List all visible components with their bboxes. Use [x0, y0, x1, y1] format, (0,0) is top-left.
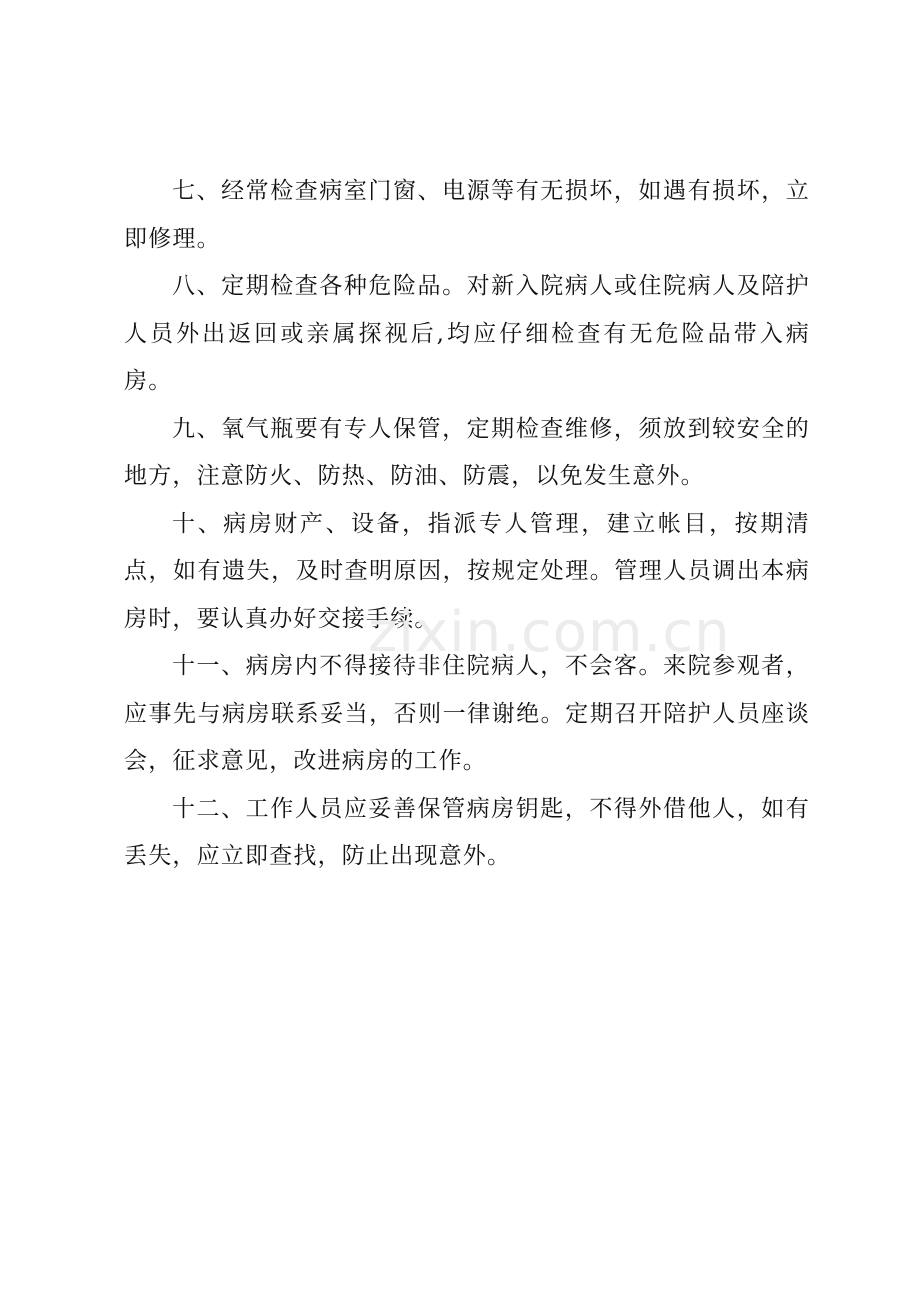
- paragraph-11: 十一、病房内不得接待非住院病人，不会客。来院参观者，应事先与病房联系妥当，否则一律谢绝。定期召开陪护人员座谈会，征求意见，改进病房的工作。: [124, 653, 810, 774]
- paragraph-8: 八、定期检查各种危险品。对新入院病人或住院病人及陪护人员外出返回或亲属探视后,均应仔细检查有无危险品带入病房。: [124, 273, 810, 394]
- document-body: [124, 168, 810, 881]
- paragraph-12: 十二、工作人员应妥善保管病房钥匙，不得外借他人，如有丢失，应立即查找，防止出现意外。: [124, 795, 810, 869]
- paragraph-9: 九、氧气瓶要有专人保管，定期检查维修，须放到较安全的地方，注意防火、防热、防油、防震，以免发生意外。: [124, 415, 810, 489]
- paragraph-10: 十、病房财产、设备，指派专人管理，建立帐目，按期清点，如有遗失，及时查明原因，按规定处理。管理人员调出本病房时，要认真办好交接手续。: [124, 510, 810, 632]
- watermark: zixin.com.cn: [368, 600, 731, 665]
- paragraph-7: 七、经常检查病室门窗、电源等有无损坏，如遇有损坏，立即修理。: [124, 178, 810, 252]
